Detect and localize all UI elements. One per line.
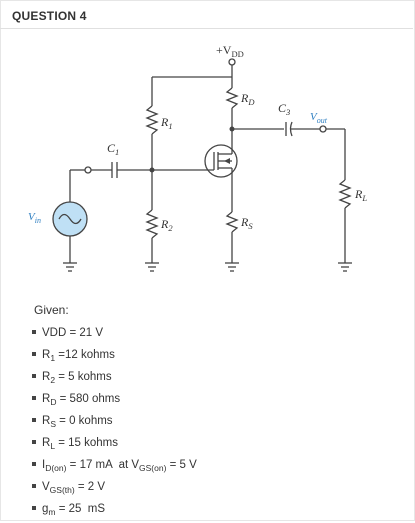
given-label: Given:: [34, 303, 69, 317]
vin-terminal: [85, 167, 91, 173]
bullet-icon: [32, 374, 36, 378]
r2-label: $R_2$: [161, 217, 173, 233]
gate-junction-dot: [150, 168, 155, 173]
circuit-diagram: [0, 30, 415, 295]
question-title: QUESTION 4: [12, 9, 87, 23]
vout-terminal: [320, 126, 326, 132]
param-rd: $R_D = 580$ ohms: [30, 388, 197, 410]
rs-resistor: [227, 212, 237, 232]
bullet-icon: [32, 440, 36, 444]
bullet-icon: [32, 462, 36, 466]
rs-label: $R_S$: [241, 215, 253, 231]
r1-resistor: [147, 106, 157, 134]
bullet-icon: [32, 484, 36, 488]
param-vgs-th: $V_{GS(th)} = 2$ V: [30, 476, 197, 498]
param-r2: $R_2 = 5$ kohms: [30, 366, 197, 388]
rl-resistor: [340, 180, 350, 208]
param-id-on: $I_{D(on)} = 17$ mA at $V_{GS(on)} = 5$ V: [30, 454, 197, 476]
drain-junction-dot: [230, 127, 235, 132]
vdd-label: $+V_{DD}$: [216, 43, 244, 59]
vin-label: $V_{in}$: [28, 211, 41, 225]
bullet-icon: [32, 330, 36, 334]
bullet-icon: [32, 506, 36, 510]
param-rl: $R_L = 15$ kohms: [30, 432, 197, 454]
rd-label: $R_D$: [241, 91, 255, 107]
bullet-icon: [32, 352, 36, 356]
param-gm: $g_m = 25$ mS: [30, 498, 197, 520]
c1-label: $C_1$: [107, 141, 120, 157]
rl-label: $R_L$: [355, 187, 368, 203]
param-rs: $R_S = 0$ kohms: [30, 410, 197, 432]
c3-label: $C_3$: [278, 101, 291, 117]
given-parameter-list: [30, 322, 197, 520]
r1-label: $R_1$: [161, 115, 173, 131]
bullet-icon: [32, 396, 36, 400]
param-vdd: VDD = 21 V: [30, 322, 197, 344]
vout-label: $V_{out}$: [310, 111, 327, 125]
circuit-wires: [63, 59, 352, 271]
param-r1: $R_1 =12$ kohms: [30, 344, 197, 366]
bullet-icon: [32, 418, 36, 422]
vdd-terminal: [229, 59, 235, 65]
mosfet-arrow: [224, 158, 230, 164]
rd-resistor: [227, 88, 237, 108]
r2-resistor: [147, 210, 157, 238]
title-divider: [0, 28, 413, 29]
